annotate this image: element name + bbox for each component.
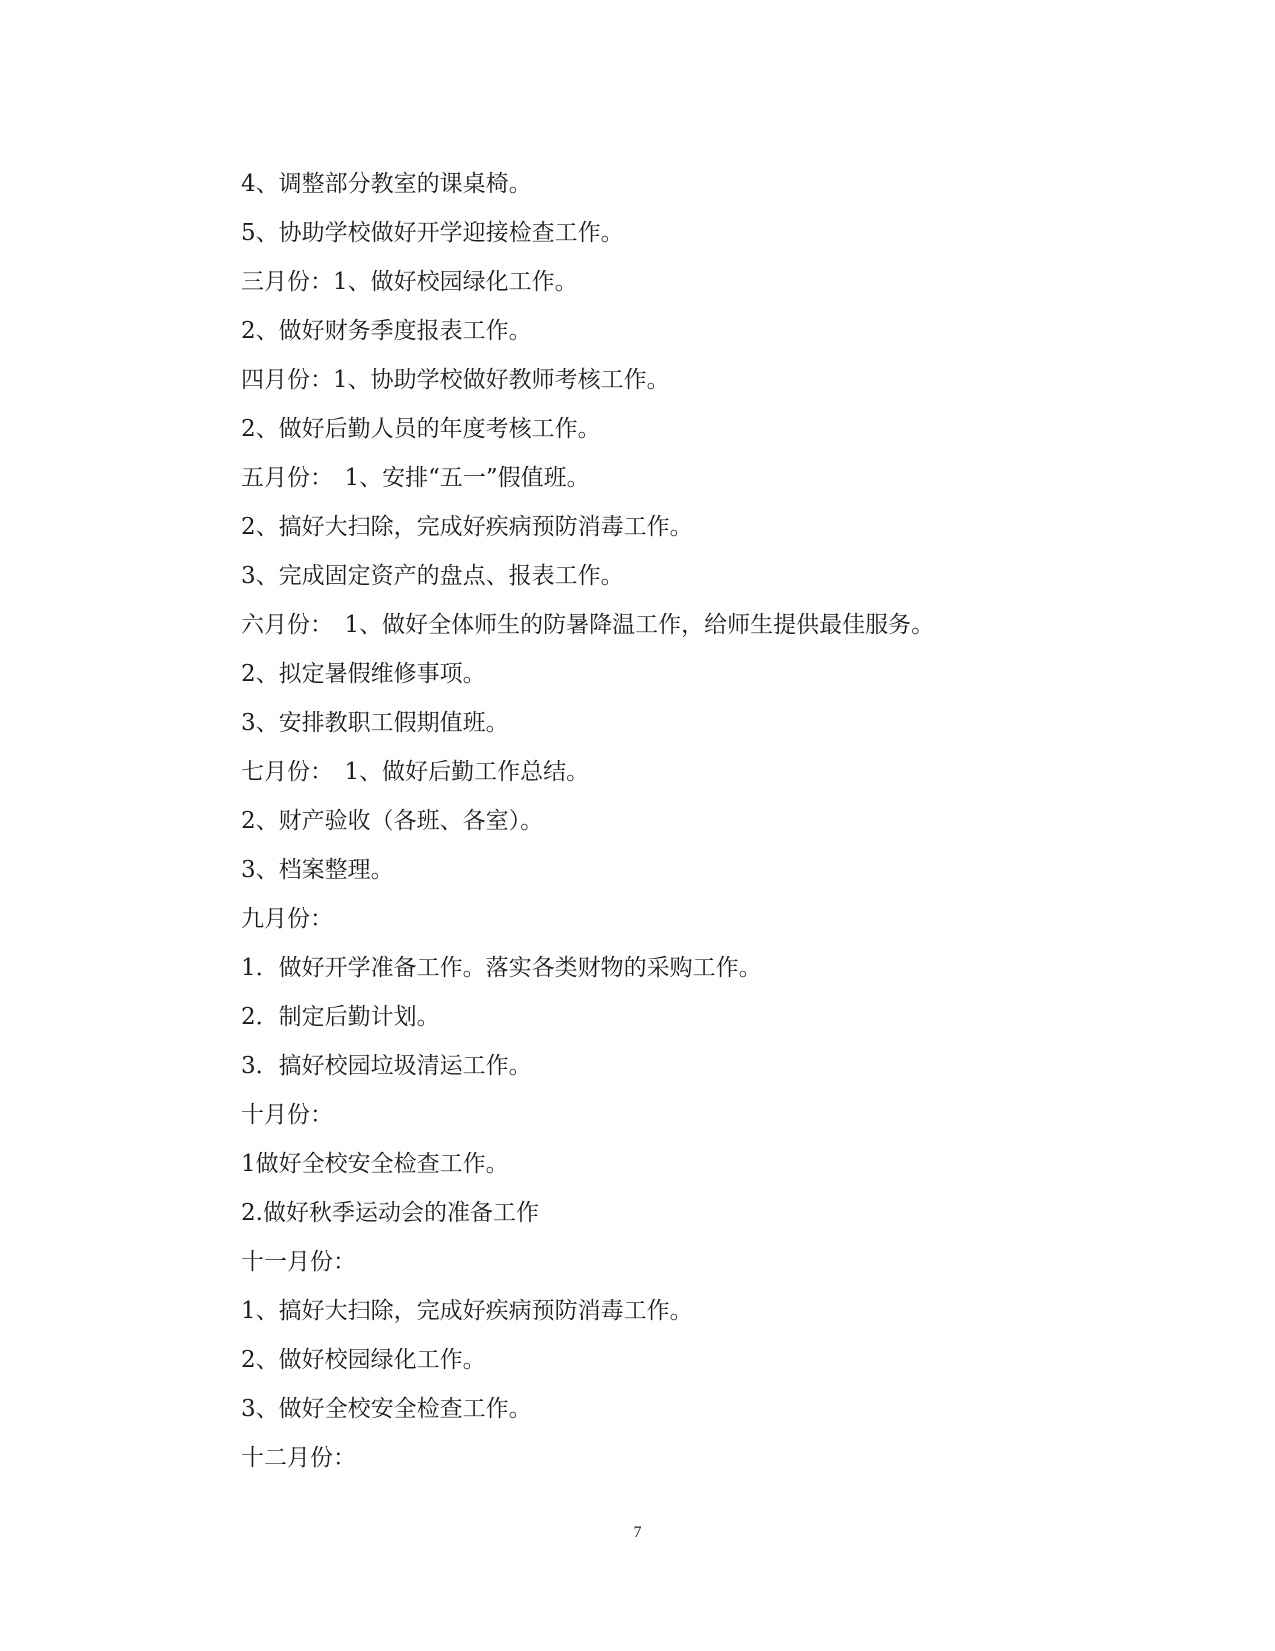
text-line: 5、协助学校做好开学迎接检查工作。 [241,220,624,246]
text-line: 2、做好后勤人员的年度考核工作。 [241,416,601,442]
text-line: 三月份：1、做好校园绿化工作。 [241,269,578,295]
text-line: 六月份： 1、做好全体师生的防暑降温工作，给师生提供最佳服务。 [241,612,935,638]
text-line: 3、完成固定资产的盘点、报表工作。 [241,563,624,589]
text-line: 四月份：1、协助学校做好教师考核工作。 [241,367,670,393]
text-line: 2．制定后勤计划。 [241,1004,440,1030]
text-line: 3、安排教职工假期值班。 [241,710,509,736]
text-line: 七月份： 1、做好后勤工作总结。 [241,759,590,785]
text-line: 3、做好全校安全检查工作。 [241,1396,532,1422]
text-line: 1做好全校安全检查工作。 [241,1151,509,1177]
text-line: 1．做好开学准备工作。落实各类财物的采购工作。 [241,955,762,981]
text-line: 2、财产验收（各班、各室）。 [241,808,544,834]
text-line: 2、搞好大扫除，完成好疾病预防消毒工作。 [241,514,693,540]
text-line: 十一月份： [241,1249,356,1275]
text-line: 2、做好校园绿化工作。 [241,1347,486,1373]
text-line: 3．搞好校园垃圾清运工作。 [241,1053,532,1079]
text-line: 九月份： [241,906,333,932]
text-line: 2、做好财务季度报表工作。 [241,318,532,344]
text-line: 2、拟定暑假维修事项。 [241,661,486,687]
text-line: 4、调整部分教室的课桌椅。 [241,171,532,197]
text-line: 十二月份： [241,1445,356,1471]
text-line: 五月份： 1、安排“五一”假值班。 [241,465,590,491]
text-line: 2.做好秋季运动会的准备工作 [241,1200,539,1226]
document-body [241,160,1041,1483]
page-number: 7 [633,1524,642,1541]
text-line: 1、搞好大扫除，完成好疾病预防消毒工作。 [241,1298,693,1324]
text-line: 十月份： [241,1102,333,1128]
text-line: 3、档案整理。 [241,857,394,883]
